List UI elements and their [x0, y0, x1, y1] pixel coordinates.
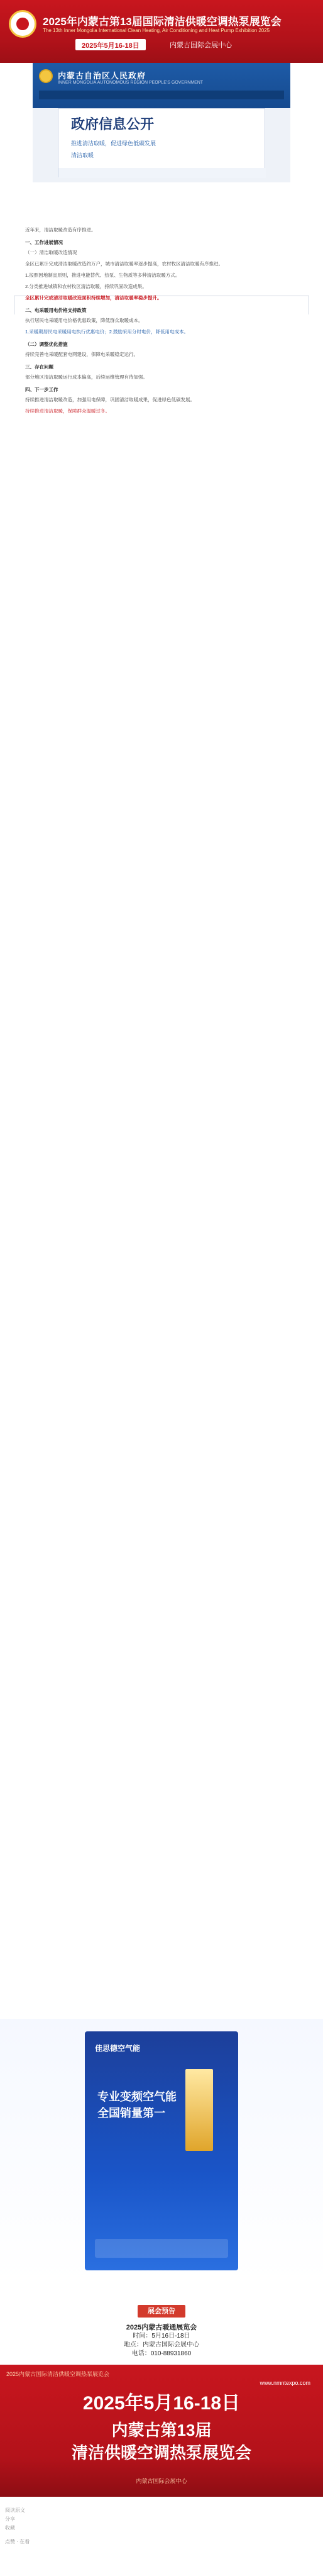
section-heading: 三、存在问题	[25, 364, 53, 370]
bottom-banner-site: www.nmntexpo.com	[260, 2380, 310, 2386]
gov-website-image	[33, 63, 290, 182]
national-emblem-icon	[39, 69, 53, 83]
ad-footer-strip	[95, 2239, 228, 2258]
article-intro: 近年来，清洁取暖改造有序推进。	[25, 227, 96, 233]
notice-line-2: 时间：5月16日-18日	[133, 2333, 190, 2340]
read-original-link[interactable]: 阅读原文	[5, 2507, 25, 2513]
notice-line-1: 2025内蒙古暖通展览会	[126, 2324, 197, 2331]
gov-english-name: INNER MONGOLIA AUTONOMOUS REGION PEOPLE'S GOVERNMENT	[58, 80, 204, 85]
bottom-banner-date: 2025年5月16-18日	[82, 2393, 241, 2414]
board-links	[71, 139, 156, 163]
section-heading: 一、工作进展情况	[25, 240, 63, 245]
bottom-banner-name-2: 清洁供暖空调热泵展览会	[71, 2443, 251, 2462]
bottom-banner[interactable]	[0, 2365, 323, 2497]
ad-line-1: 专业变频空气能	[97, 2090, 177, 2103]
article-paragraph: 持续完善电采暖配套电网建设，保障电采暖稳定运行。	[25, 352, 138, 357]
section-heading: 二、电采暖用电价格支持政策	[25, 308, 87, 313]
board-title: 政府信息公开	[71, 116, 155, 132]
board-list-strip	[58, 168, 266, 178]
article-paragraph: 1.按照因地制宜原则，推进电能替代、热泵、生物质等多种清洁取暖方式。	[25, 272, 180, 278]
section-heading: 四、下一步工作	[25, 387, 58, 392]
gov-name: 内蒙古自治区人民政府	[58, 71, 146, 80]
highlight-paragraph: 全区累计完成清洁取暖改造面积持续增加，清洁取暖率稳步提升。	[25, 295, 162, 301]
exhibition-logo-icon	[9, 10, 36, 38]
notice-tag: 展会预告	[138, 2305, 185, 2318]
notice-lines	[0, 2323, 323, 2358]
article-footer	[5, 2506, 319, 2546]
article-paragraph: 2.分类推进城镇和农村牧区清洁取暖，持续巩固改造成果。	[25, 284, 147, 289]
trophy-icon	[185, 2069, 213, 2151]
banner-date: 2025年5月16-18日	[75, 39, 146, 50]
ad-line-2: 全国销量第一	[97, 2107, 165, 2119]
footer-actions[interactable]: 点赞 · 在看	[5, 2539, 30, 2545]
bottom-banner-name-1: 内蒙古第13届	[111, 2421, 212, 2440]
notice-line-4: 电话：010-88931860	[131, 2350, 192, 2357]
ad-section	[0, 2019, 323, 2283]
board-link-1: 推进清洁取暖，促进绿色低碳发展	[71, 140, 156, 147]
article-paragraph: （一）清洁取暖改造情况	[25, 250, 77, 255]
banner-venue: 内蒙古国际会展中心	[170, 42, 232, 49]
share-link[interactable]: 分享	[5, 2516, 15, 2522]
bottom-banner-foot: 内蒙古国际会展中心	[136, 2478, 187, 2484]
article-paragraph: 全区已累计完成清洁取暖改造约万户，城市清洁取暖率逐步提高，农村牧区清洁取暖有序推进。	[25, 261, 223, 267]
article-paragraph: 持续推进清洁取暖改造，加强用电保障，巩固清洁取暖成果，促进绿色低碳发展。	[25, 397, 195, 402]
ad-card[interactable]	[85, 2031, 238, 2270]
banner-title: 2025年内蒙古第13届国际清洁供暖空调热泵展览会	[43, 16, 282, 28]
favorite-link[interactable]: 收藏	[5, 2525, 15, 2531]
article-body	[25, 226, 295, 419]
notice-line-3: 地点：内蒙古国际会展中心	[124, 2341, 199, 2348]
top-banner	[0, 0, 323, 63]
bottom-banner-top: 2025内蒙古国际清洁供暖空调热泵展览会	[6, 2371, 110, 2377]
gov-info-board	[58, 108, 265, 177]
board-link-2: 清洁取暖	[71, 152, 94, 158]
highlight-paragraph: 持续推进清洁取暖，保障群众温暖过冬。	[25, 408, 110, 414]
gov-nav-bar	[39, 91, 284, 99]
ad-brand: 佳思德空气能	[95, 2044, 141, 2053]
banner-subtitle: The 13th Inner Mongolia International Clean Heating, Air Conditioning and Heat Pump Exhibition 2025	[43, 28, 270, 33]
section-heading: （二）调整优化措施	[25, 341, 68, 347]
article-paragraph: 执行居民电采暖用电价格优惠政策，降低群众取暖成本。	[25, 318, 143, 323]
highlight-paragraph: 1.采暖期居民电采暖用电执行优惠电价；2.鼓励采用分时电价，降低用电成本。	[25, 329, 189, 335]
article-paragraph: 部分地区清洁取暖运行成本偏高，后续运维管理有待加强。	[25, 374, 148, 380]
